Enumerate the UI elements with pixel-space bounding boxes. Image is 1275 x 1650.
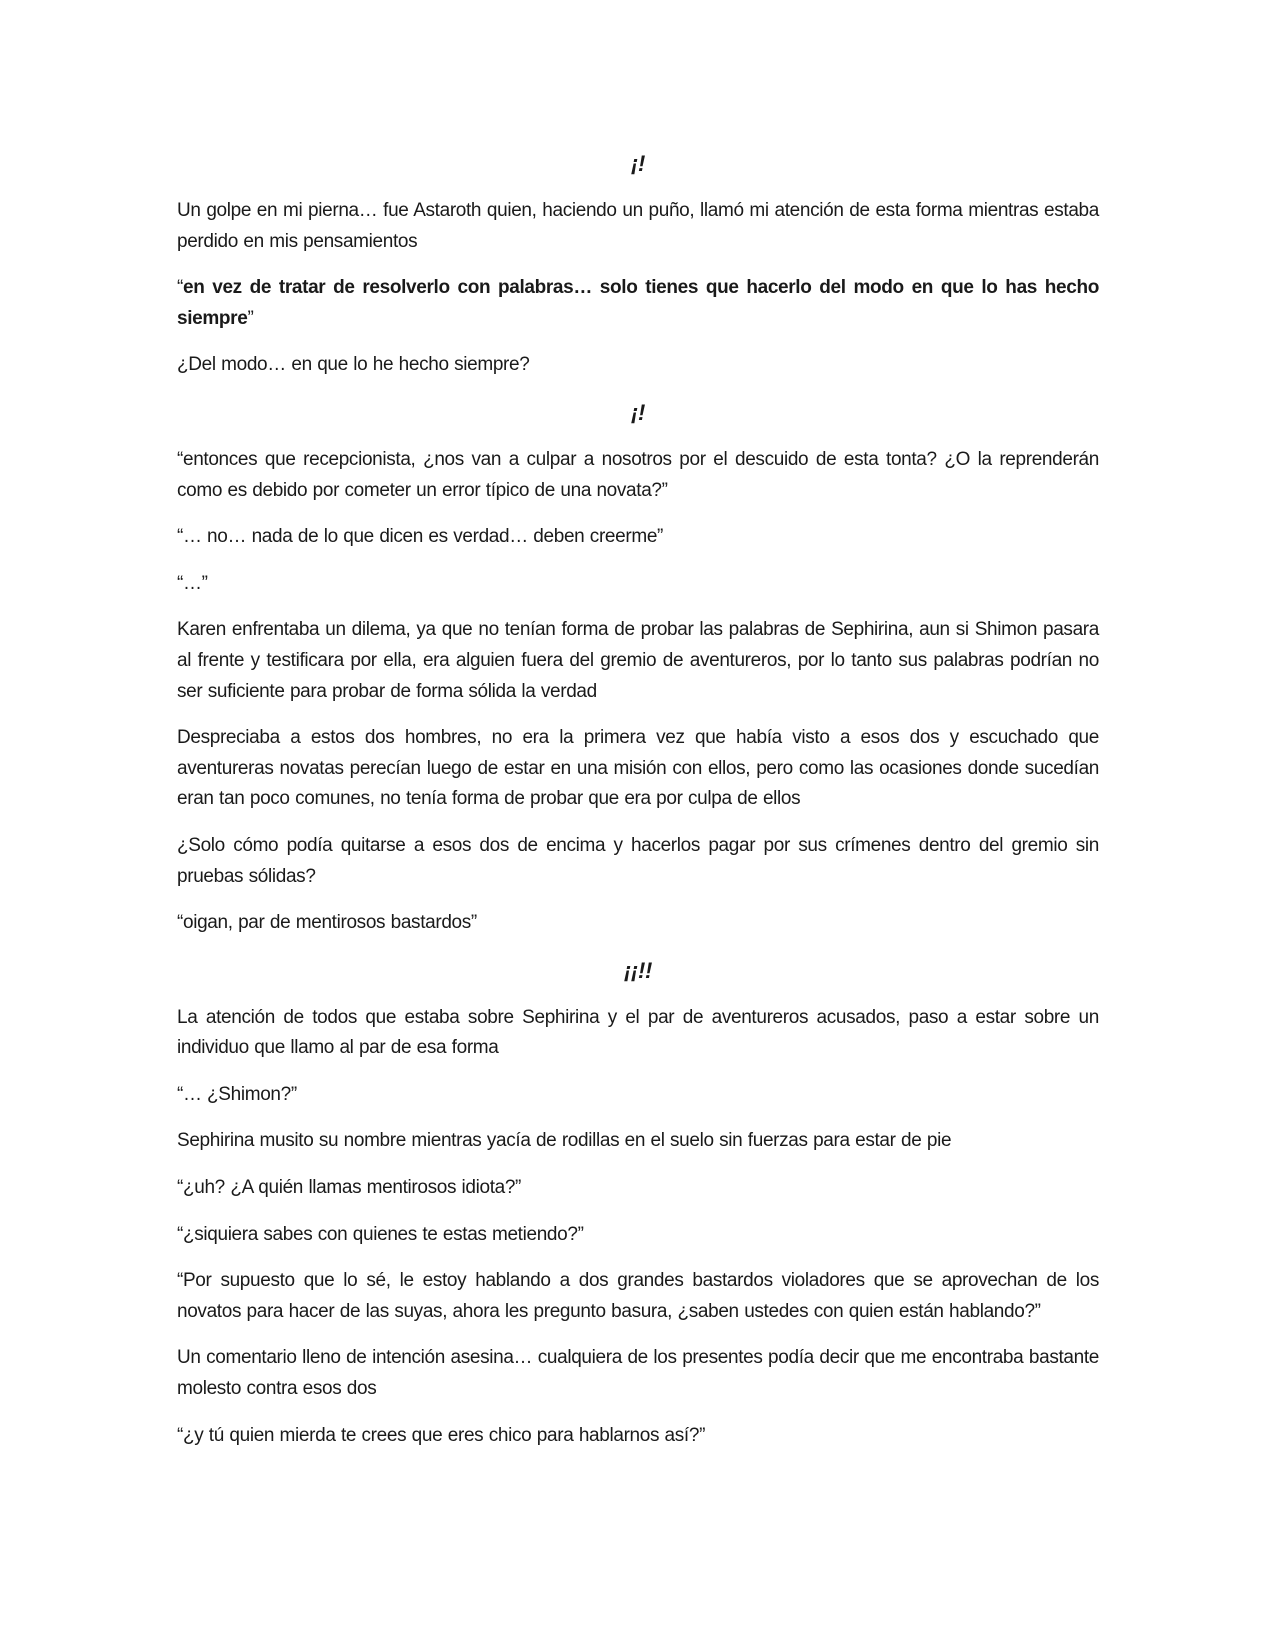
paragraph: La atención de todos que estaba sobre Sephirina y el par de aventureros acusados, paso a estar sobre un individuo que llamo al par de esa forma — [177, 1006, 1099, 1059]
paragraph: “oigan, par de mentirosos bastardos” — [177, 912, 477, 934]
paragraph: “¿uh? ¿A quién llamas mentirosos idiota?” — [177, 1177, 522, 1199]
paragraph: “entonces que recepcionista, ¿nos van a culpar a nosotros por el descuido de esta tonta? ¿O la reprenderán como es debido por cometer un error típico de una novata?” — [177, 448, 1099, 501]
quote-open: “ — [177, 277, 183, 299]
scene-separator: ¡! — [631, 399, 645, 425]
paragraph: “Por supuesto que lo sé, le estoy hablando a dos grandes bastardos violadores que se aprovechan de los novatos para hacer de las suyas, ahora les pregunto basura, ¿saben ustedes con quien están hablando?” — [177, 1270, 1099, 1322]
paragraph: “… no… nada de lo que dicen es verdad… deben creerme” — [177, 526, 664, 548]
paragraph: “¿y tú quien mierda te crees que eres chico para hablarnos así?” — [177, 1424, 706, 1446]
paragraph: “¿siquiera sabes con quienes te estas metiendo?” — [177, 1223, 584, 1245]
paragraph: Un golpe en mi pierna… fue Astaroth quien, haciendo un puño, llamó mi atención de esta forma mientras estaba perdido en mis pensamientos — [177, 200, 1099, 252]
paragraph-bold-quote — [177, 273, 1099, 334]
paragraph: Karen enfrentaba un dilema, ya que no tenían forma de probar las palabras de Sephirina, aun si Shimon pasara al frente y testificara por ella, era alguien fuera del gremio de aventureros, por lo tanto sus palabras podrían no ser suficiente para probar de forma sólida la verdad — [177, 619, 1099, 702]
bold-dialogue: en vez de tratar de resolverlo con palabras… solo tienes que hacerlo del modo en que lo has hecho siempre — [177, 277, 1099, 329]
paragraph: “… ¿Shimon?” — [177, 1083, 297, 1105]
quote-close: ” — [247, 307, 254, 329]
paragraph: ¿Del modo… en que lo he hecho siempre? — [177, 354, 530, 376]
scene-separator: ¡! — [631, 151, 645, 176]
paragraph: Sephirina musito su nombre mientras yacía de rodillas en el suelo sin fuerzas para estar de pie — [177, 1130, 952, 1152]
paragraph: ¿Solo cómo podía quitarse a esos dos de encima y hacerlos pagar por sus crímenes dentro del gremio sin pruebas sólidas? — [177, 834, 1099, 887]
paragraph: “…” — [177, 572, 208, 594]
paragraph: Un comentario lleno de intención asesina… cualquiera de los presentes podía decir que me encontraba bastante molesto contra esos dos — [177, 1347, 1099, 1400]
scene-separator: ¡¡!! — [624, 957, 652, 983]
paragraph: Despreciaba a estos dos hombres, no era la primera vez que había visto a esos dos y escuchado que aventureras novatas perecían luego de estar en una misión con ellos, pero como las ocasiones donde sucedían eran tan poco comunes, no tenía forma de probar que era por culpa de ellos — [177, 727, 1099, 810]
document-page — [177, 148, 1099, 1467]
